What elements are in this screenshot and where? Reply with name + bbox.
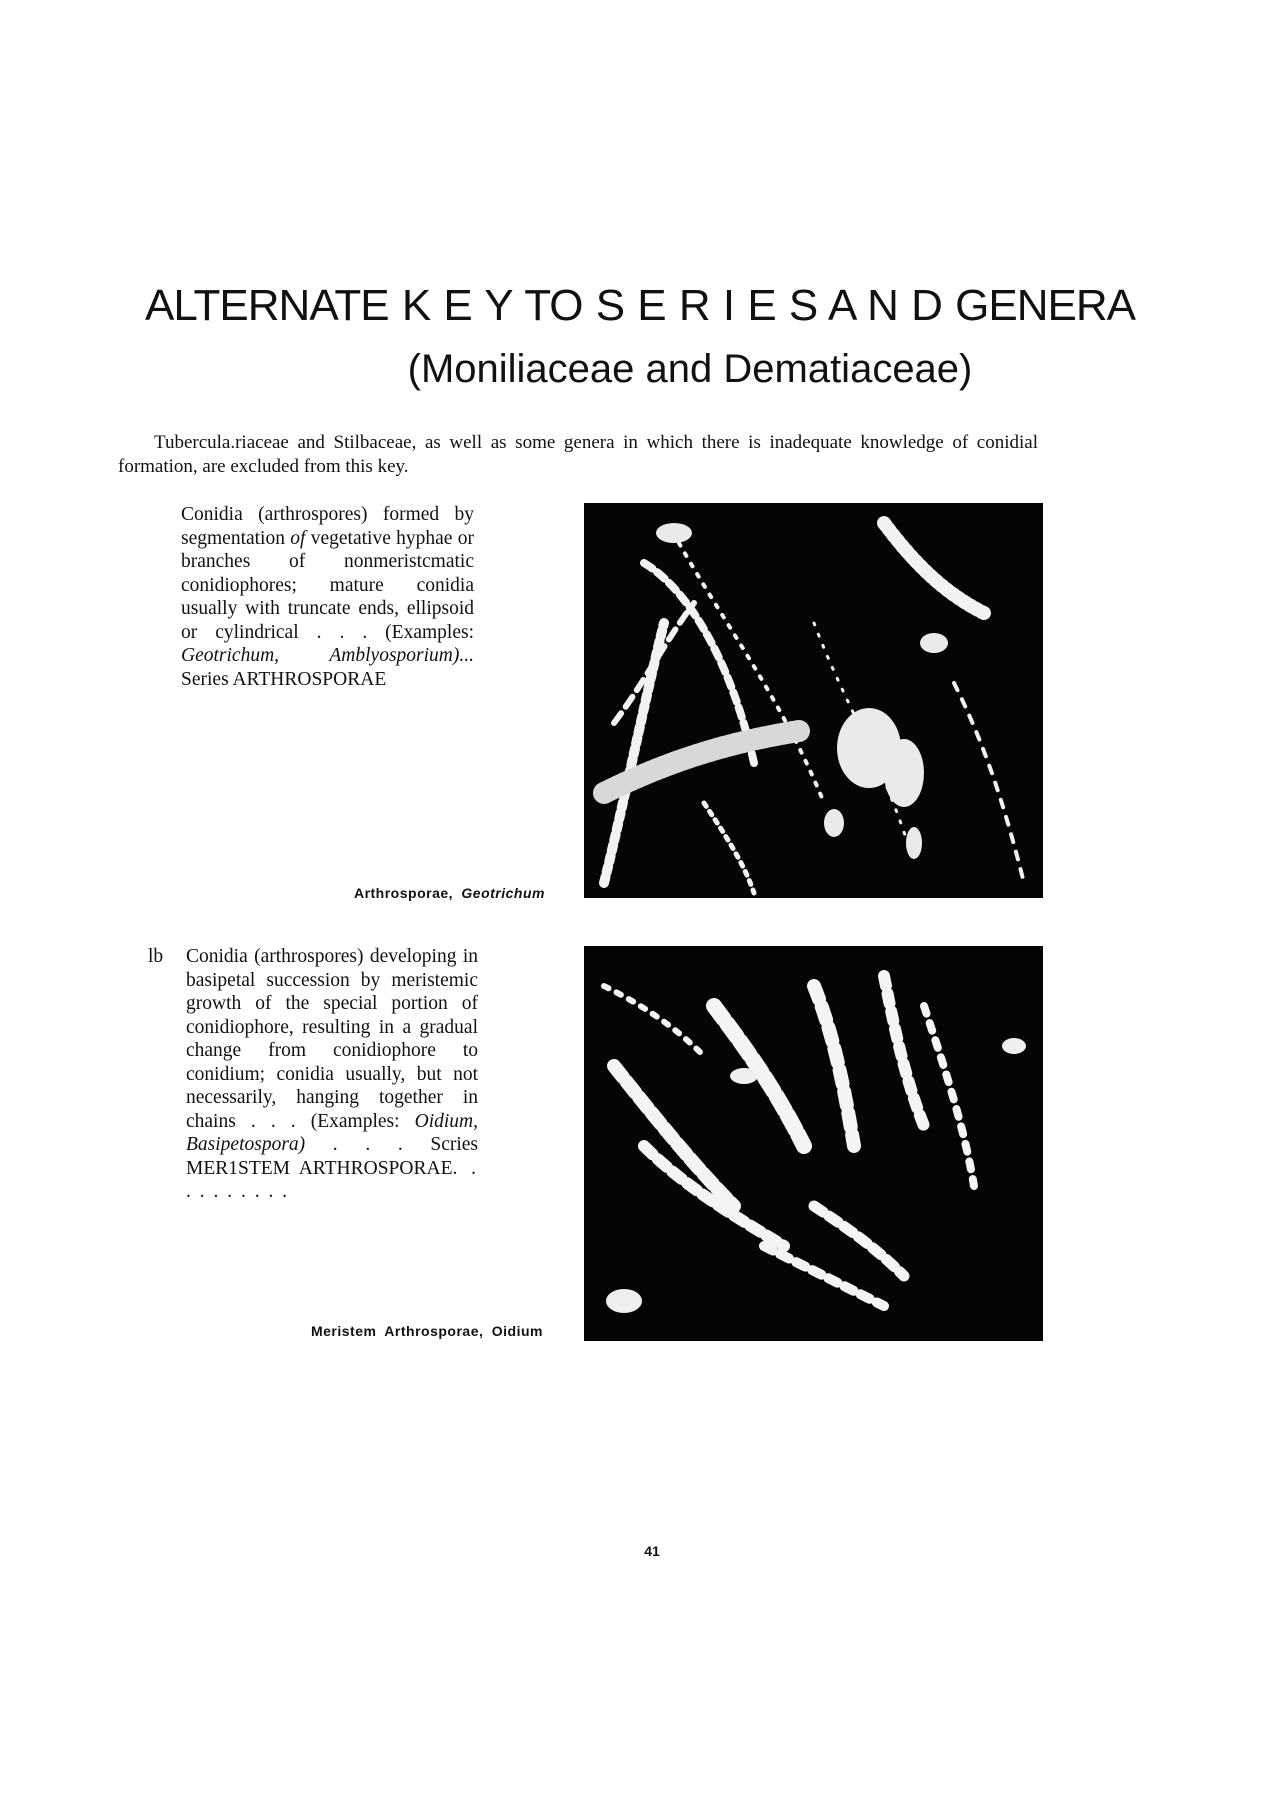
micrograph-geotrichum bbox=[584, 503, 1043, 898]
key-entry-1a-series: Series ARTHROSPORAE bbox=[181, 668, 387, 690]
key-entry-1b-leader-dots: . . . . . . . . . . bbox=[186, 1157, 478, 1202]
key-entry-1a-of: of bbox=[290, 527, 306, 549]
key-entry-1b-examples: Oidium, Basipetospora) bbox=[186, 1110, 478, 1155]
caption-a-series: Arthrosporae, bbox=[353, 885, 454, 901]
caption-oidium: Meristem Arthrosporae, Oidium bbox=[310, 1323, 543, 1339]
micrograph-geotrichum-image bbox=[584, 503, 1043, 898]
caption-geotrichum bbox=[354, 885, 545, 901]
key-entry-1a bbox=[181, 503, 474, 691]
page-subtitle: (Moniliaceae and Dematiaceae) bbox=[407, 347, 973, 391]
key-entry-1a-text-cont: vegetative hyphae or branches of nonmeristcmatic conidiophores; mature conidia usually with truncate ends, ellipsoid or cylindrical . . . (Examples: bbox=[181, 527, 474, 643]
micrograph-oidium bbox=[584, 946, 1043, 1341]
intro-paragraph: Tubercula.riaceae and Stilbaceae, as well as some genera in which there is inadequate knowledge of conidial formation, are excluded from this key. bbox=[118, 432, 1038, 477]
page-title: ALTERNATE K E Y TO S E R I E S A N D GENERA bbox=[145, 281, 1135, 330]
page-number: 41 bbox=[644, 1543, 660, 1559]
key-entry-1b-series: . . . Scries MER1STEM ARTHROSPORAE bbox=[186, 1134, 478, 1179]
key-entry-1a-text: Conidia (arthrospores) formed by segmentation bbox=[181, 504, 474, 549]
key-entry-1a-examples: Geotrichum, Amblyosporium)... bbox=[181, 645, 474, 666]
key-entry-1b-marker: lb bbox=[148, 946, 164, 967]
caption-a-genus: Geotrichum bbox=[461, 885, 545, 901]
micrograph-oidium-image bbox=[584, 946, 1043, 1341]
key-entry-1b bbox=[186, 945, 478, 1204]
key-entry-1b-text: Conidia (arthrospores) developing in basipetal succession by meristemic growth of the special portion of conidiophore, resulting in a gradual change from conidiophore to conidium; conidia usually, but not necessarily, hanging together in chains . . . (Examples: bbox=[186, 946, 478, 1132]
